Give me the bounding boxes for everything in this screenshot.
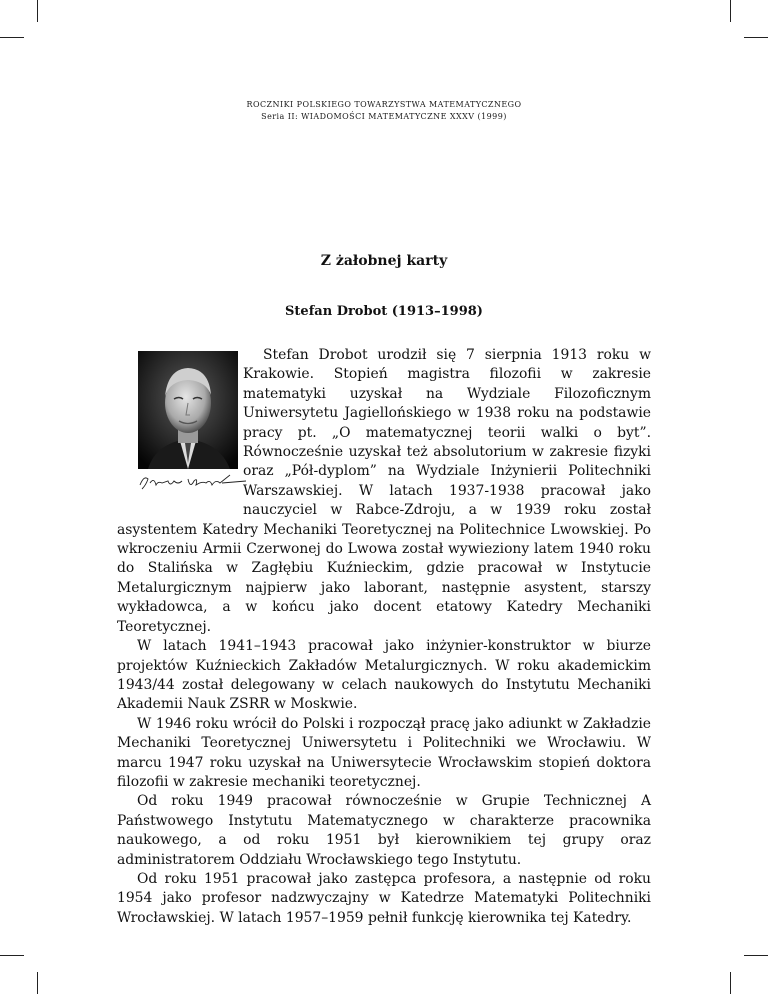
figure-space (117, 346, 243, 519)
paragraph-5: Od roku 1951 pracował jako zastępca profesora, a następnie od roku 1954 jako profesor nadzwyczajny w Katedrze Matematyki Politechniki Wrocławskiej. W latach 1957–1959 pełnił funkcję kierownika tej Katedry. (117, 870, 651, 926)
crop-mark-bottom-left-horizontal (0, 955, 24, 956)
section-title: Z żałobnej karty (320, 253, 448, 269)
crop-mark-bottom-right-horizontal (744, 955, 768, 956)
crop-mark-top-left-vertical (37, 0, 38, 22)
crop-mark-bottom-left-vertical (37, 972, 38, 994)
crop-mark-top-left-horizontal (0, 37, 24, 38)
article-body (117, 346, 651, 928)
paragraph-3: W 1946 roku wrócił do Polski i rozpoczął pracę jako adiunkt w Zakładzie Mechaniki Teoretycznej Uniwersytetu i Politechniki we Wrocławiu. W marcu 1947 roku uzyskał na Uniwersytecie Wrocławskim stopień doktora filozofii w zakresie mechaniki teoretycznej. (117, 715, 651, 790)
crop-mark-top-right-horizontal (744, 37, 768, 38)
paragraph-4: Od roku 1949 pracował równocześnie w Grupie Technicznej A Państwowego Instytutu Matematycznego w charakterze pracownika naukowego, a od roku 1951 był kierownikiem tej grupy oraz administratorem Oddziału Wrocławskiego tego Instytutu. (117, 793, 651, 868)
crop-mark-bottom-right-vertical (730, 972, 731, 994)
running-head (0, 99, 768, 123)
series-line: Seria II: WIADOMOŚCI MATEMATYCZNE XXXV (1999) (261, 112, 507, 121)
article-title: Stefan Drobot (1913–1998) (285, 304, 483, 319)
crop-mark-top-right-vertical (730, 0, 731, 22)
journal-name: ROCZNIKI POLSKIEGO TOWARZYSTWA MATEMATYCZNEGO (246, 100, 522, 109)
paragraph-1: Stefan Drobot urodził się 7 sierpnia 1913 roku w Krakowie. Stopień magistra filozofii w zakresie matematyki uzyskał na Wydziale Filozoficznym Uniwersytetu Jagiellońskiego w 1938 roku na podstawie pracy pt. „O matematycznej teorii walki o byt”. Równocześnie uzyskał też absolutorium w zakresie fizyki oraz „Pół-dyplom” na Wydziale Inżynierii Politechniki Warszawskiej. W latach 1937-1938 pracował jako nauczyciel w Rabce-Zdroju, a w 1939 roku został asystentem Katedry Mechaniki Teoretycznej na Politechnice Lwowskiej. Po wkroczeniu Armii Czerwonej do Lwowa został wywieziony latem 1940 roku do Stalińska w Zagłębiu Kuźnieckim, gdzie pracował w Instytucie Metalurgicznym najpierw jako laborant, następnie asystent, starszy wykładowca, a w końcu jako docent etatowy Katedry Mechaniki Teoretycznej. (117, 347, 651, 635)
paragraph-2: W latach 1941–1943 pracował jako inżynier-konstruktor w biurze projektów Kuźnieckich Zakładów Metalurgicznych. W roku akademickim 1943/44 został delegowany w celach naukowych do Instytutu Mechaniki Akademii Nauk ZSRR w Moskwie. (117, 638, 651, 713)
